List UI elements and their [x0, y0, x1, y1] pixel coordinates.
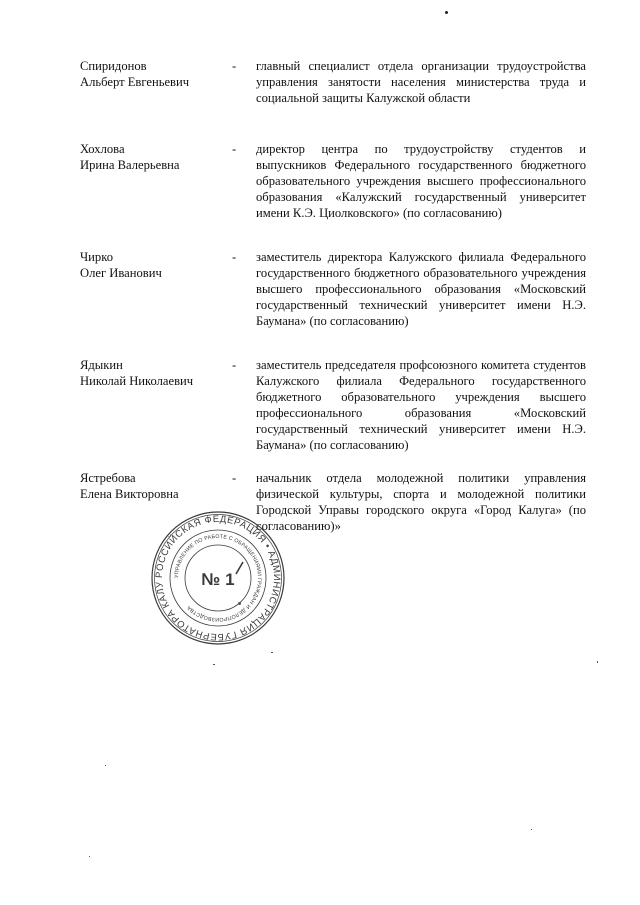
member-position: начальник отдела молодежной политики управления физической культуры, спорта и молодежной политики Городской Управы городского округа «Город Калуга» (по согласованию)» — [256, 471, 586, 533]
member-name — [80, 470, 230, 502]
member-given-name: Олег Иванович — [80, 266, 162, 280]
member-given-name: Альберт Евгеньевич — [80, 75, 190, 89]
member-position: директор центра по трудоустройству студентов и выпускников Федерального государственного бюджетного образовательного учреждения высшего профессионального образования «Калужский государственный университет имени К.Э. Циолковского» (по согласованию) — [256, 142, 586, 220]
member-surname: Ястребова — [80, 471, 136, 485]
seal-number: № 1 — [201, 570, 235, 589]
scan-mark — [445, 11, 448, 14]
member-position: заместитель председателя профсоюзного комитета студентов Калужского филиала Федерального государственного бюджетного образовательного учреждения высшего профессионального образования «Московский государственный технический университет имени Н.Э. Баумана» (по согласованию) — [256, 358, 586, 452]
separator-dash: - — [232, 250, 237, 264]
member-name — [80, 249, 230, 281]
separator-dash: - — [232, 471, 237, 485]
member-position: заместитель директора Калужского филиала Федерального государственного бюджетного образовательного учреждения высшего профессионального образования «Московский государственный технический университет имени Н.Э. Баумана» (по согласованию) — [256, 250, 586, 328]
member-name — [80, 141, 230, 173]
scan-speck — [238, 602, 241, 605]
separator-dash: - — [232, 358, 237, 372]
scan-speck — [89, 856, 90, 857]
member-position: главный специалист отдела организации трудоустройства управления занятости населения министерства труда и социальной защиты Калужской области — [256, 59, 586, 105]
seal-inner-text: УПРАВЛЕНИЕ ПО РАБОТЕ С ОБРАЩЕНИЯМИ ГРАЖДАН И ДЕЛОПРОИЗВОДСТВА — [173, 533, 263, 623]
member-name — [80, 357, 230, 389]
separator-dash: - — [232, 59, 237, 73]
scan-speck — [597, 661, 598, 663]
scan-speck — [213, 664, 215, 665]
seal-outer-text: РОССИЙСКАЯ ФЕДЕРАЦИЯ • АДМИНИСТРАЦИЯ ГУБЕРНАТОРА КАЛУ — [152, 512, 284, 644]
scan-speck — [271, 652, 273, 653]
member-surname: Ядыкин — [80, 358, 123, 372]
member-given-name: Николай Николаевич — [80, 374, 194, 388]
separator-dash: - — [232, 142, 237, 156]
member-given-name: Ирина Валерьевна — [80, 158, 180, 172]
member-surname: Спиридонов — [80, 59, 147, 73]
member-given-name: Елена Викторовна — [80, 487, 179, 501]
seal-icon — [150, 510, 286, 646]
member-surname: Чирко — [80, 250, 113, 264]
member-surname: Хохлова — [80, 142, 125, 156]
scan-speck — [105, 765, 106, 766]
scan-speck — [531, 829, 532, 830]
official-seal-stamp — [150, 510, 286, 646]
member-name — [80, 58, 230, 90]
